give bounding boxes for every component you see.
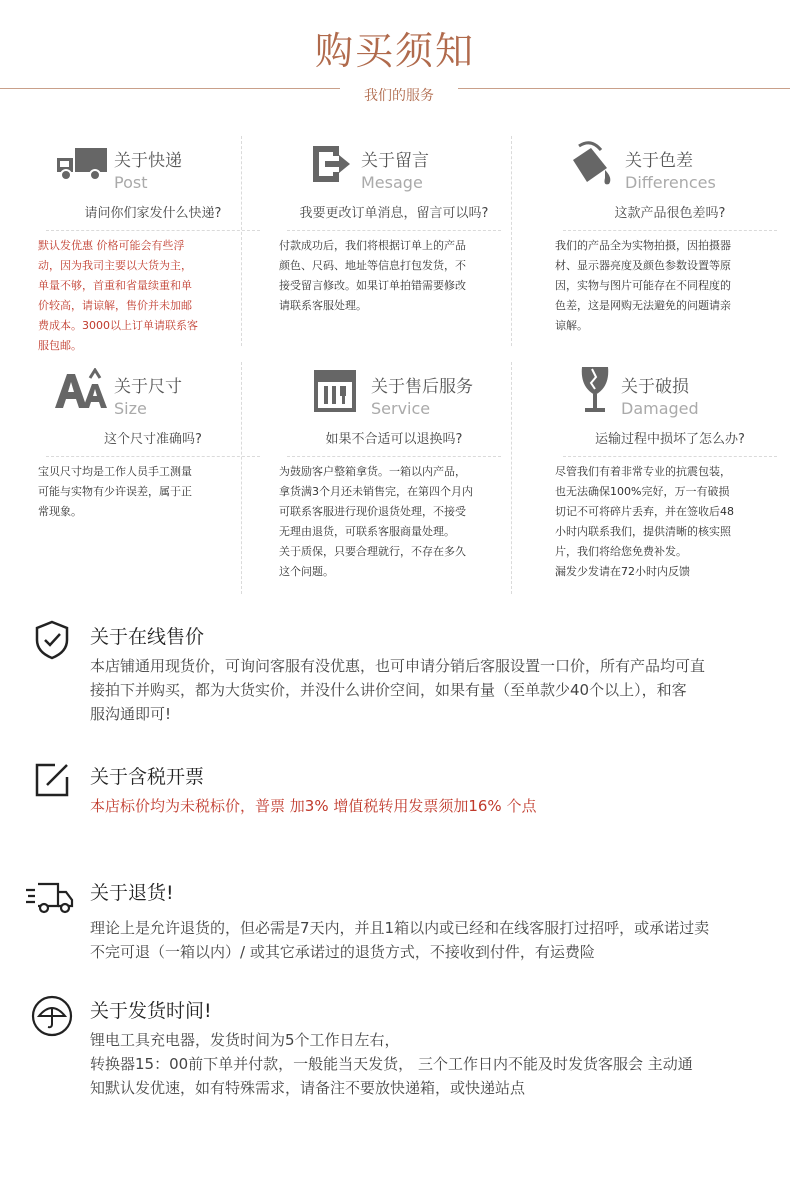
cell-header xyxy=(279,130,509,194)
text-line: 锂电工具充电器，发货时间为5个工作日左右， xyxy=(90,1031,400,1049)
text-line: 颜色、尺码、地址等信息打包发货，不 xyxy=(279,259,466,272)
cell-divider xyxy=(46,456,260,457)
cell-subtitle-en: Size xyxy=(114,399,147,418)
info-cell-post xyxy=(38,130,268,352)
text-line: 动，因为我司主要以大货为主， xyxy=(38,259,192,272)
page-header xyxy=(0,0,790,110)
info-cell-damaged xyxy=(555,356,785,578)
text-line: 无理由退货，可联系客服商量处理。 xyxy=(279,525,455,538)
umbrella-icon xyxy=(30,994,74,1038)
text-line: 也无法确保100%完好，万一有破损 xyxy=(555,485,730,498)
cell-text xyxy=(279,462,501,582)
text-line: 因，实物与图片可能存在不同程度的 xyxy=(555,279,731,292)
cell-question: 我要更改订单消息，留言可以吗? xyxy=(299,206,489,221)
cell-title: 关于色差 xyxy=(625,151,693,171)
section-text xyxy=(90,794,762,818)
text-line: 可能与实物有少许误差，属于正 xyxy=(38,485,192,498)
cell-text xyxy=(38,236,248,356)
cell-text xyxy=(279,236,501,316)
cell-subtitle-en: Post xyxy=(114,173,148,192)
text-line: 费成本。3000以上订单请联系客 xyxy=(38,319,198,332)
grid-divider xyxy=(511,362,512,594)
text-line: 切记不可将碎片丢弃，并在签收后48 xyxy=(555,505,734,518)
text-line: 为鼓励客户整箱拿货。一箱以内产品， xyxy=(279,465,466,478)
section-text xyxy=(90,654,762,726)
text-line: 请联系客服处理。 xyxy=(279,299,367,312)
cell-subtitle-en: Differences xyxy=(625,173,716,192)
cell-subtitle-en: Mesage xyxy=(361,173,423,192)
cell-divider xyxy=(287,230,501,231)
text-line: 不完可退（一箱以内）/ 或其它承诺过的退货方式，不接收到付件，有运费险 xyxy=(90,943,595,961)
info-cell-differences xyxy=(555,130,785,332)
text-line: 常现象。 xyxy=(38,505,82,518)
edit-invoice-icon xyxy=(30,758,74,802)
cell-title: 关于尺寸 xyxy=(114,377,182,397)
text-line: 理论上是允许退货的，但必需是7天内，并且1箱以内或已经和在线客服打过招呼，或承诺过卖 xyxy=(90,919,710,937)
cell-divider xyxy=(287,456,501,457)
cell-header xyxy=(38,356,268,420)
cell-text xyxy=(38,462,248,522)
cell-title: 关于破损 xyxy=(621,377,689,397)
cell-question: 如果不合适可以退换吗? xyxy=(325,432,463,447)
text-line: 尽管我们有着非常专业的抗震包装， xyxy=(555,465,731,478)
cell-question: 这款产品很色差吗? xyxy=(614,206,726,221)
section-title: 关于发货时间! xyxy=(90,1000,212,1022)
text-line: 服包邮。 xyxy=(38,339,82,352)
cell-text xyxy=(555,462,760,582)
cell-header xyxy=(38,130,268,194)
text-line: 知默认发优速，如有特殊需求，请备注不要放快递箱，或快递站点 xyxy=(90,1079,526,1097)
broken-glass-icon xyxy=(567,366,623,414)
page-title: 购买须知 xyxy=(314,29,475,73)
text-line: 拿货满3个月还未销售完，在第四个月内 xyxy=(279,485,473,498)
text-line: 单量不够，首重和省量续重和单 xyxy=(38,279,192,292)
cell-subtitle-en: Damaged xyxy=(621,399,699,418)
grid-divider xyxy=(511,136,512,346)
cell-title: 关于留言 xyxy=(361,151,429,171)
delivery-truck-icon xyxy=(54,140,110,188)
info-cell-message xyxy=(279,130,509,312)
text-line: 宝贝尺寸均是工作人员手工测量 xyxy=(38,465,192,478)
text-line: 服沟通即可! xyxy=(90,705,172,723)
fast-truck-icon xyxy=(24,876,76,920)
section-text xyxy=(90,916,762,964)
text-line: 付款成功后，我们将根据订单上的产品 xyxy=(279,239,466,252)
text-line: 色差，这是网购无法避免的问题请亲 xyxy=(555,299,731,312)
cell-divider xyxy=(563,230,777,231)
text-line: 接受留言修改。如果订单拍错需要修改 xyxy=(279,279,466,292)
cell-divider xyxy=(46,230,260,231)
section-text xyxy=(90,1028,762,1100)
text-line: 我们的产品全为实物拍摄，因拍摄器 xyxy=(555,239,731,252)
cell-header xyxy=(279,356,509,420)
text-line: 本店铺通用现货价，可询问客服有没优惠，也可申请分销后客服设置一口价，所有产品均可直 xyxy=(90,657,706,675)
text-line: 材、显示器亮度及颜色参数设置等原 xyxy=(555,259,731,272)
section-title: 关于含税开票 xyxy=(90,766,205,788)
text-line: 片，我们将给您免费补发。 xyxy=(555,545,687,558)
header-divider-right xyxy=(458,88,790,89)
page-subtitle: 我们的服务 xyxy=(364,88,434,104)
text-line: 转换器15：00前下单并付款，一般能当天发货， 三个工作日内不能及时发货客服会 主动通 xyxy=(90,1055,693,1073)
cell-header xyxy=(555,356,785,420)
text-line: 这个问题。 xyxy=(279,565,334,578)
text-line: 默认发优惠 价格可能会有些浮 xyxy=(38,239,185,252)
text-line: 价较高，请谅解，售价并未加邮 xyxy=(38,299,192,312)
info-cell-service xyxy=(279,356,509,578)
text-line: 漏发少发请在72小时内反馈 xyxy=(555,565,690,578)
service-store-icon xyxy=(307,366,363,414)
cell-divider xyxy=(563,456,777,457)
text-line: 关于质保，只要合理就行，不存在多久 xyxy=(279,545,466,558)
cell-subtitle-en: Service xyxy=(371,399,431,418)
shield-check-icon xyxy=(30,618,74,662)
text-line: 接拍下并购买，都为大货实价，并没什么讲价空间，如果有量（至单款少40个以上），和客 xyxy=(90,681,687,699)
info-cell-size xyxy=(38,356,268,518)
cell-question: 这个尺寸准确吗? xyxy=(104,432,202,447)
cell-header xyxy=(555,130,785,194)
cell-question: 请问你们家发什么快递? xyxy=(84,206,222,221)
message-exit-icon xyxy=(303,140,359,188)
text-line: 小时内联系我们，提供清晰的核实照 xyxy=(555,525,731,538)
cell-title: 关于快递 xyxy=(114,151,182,171)
text-line: 谅解。 xyxy=(555,319,588,332)
paint-bucket-icon xyxy=(563,140,619,188)
font-size-icon xyxy=(52,366,108,414)
header-divider-left xyxy=(0,88,340,89)
text-line: 本店标价均为未税标价，普票 加3% 增值税转用发票须加16% 个点 xyxy=(90,797,537,815)
section-title: 关于在线售价 xyxy=(90,626,205,648)
cell-text xyxy=(555,236,760,336)
cell-title: 关于售后服务 xyxy=(371,377,473,397)
cell-question: 运输过程中损坏了怎么办? xyxy=(595,432,745,447)
section-title: 关于退货! xyxy=(90,882,174,904)
text-line: 可联系客服进行现价退货处理，不接受 xyxy=(279,505,466,518)
